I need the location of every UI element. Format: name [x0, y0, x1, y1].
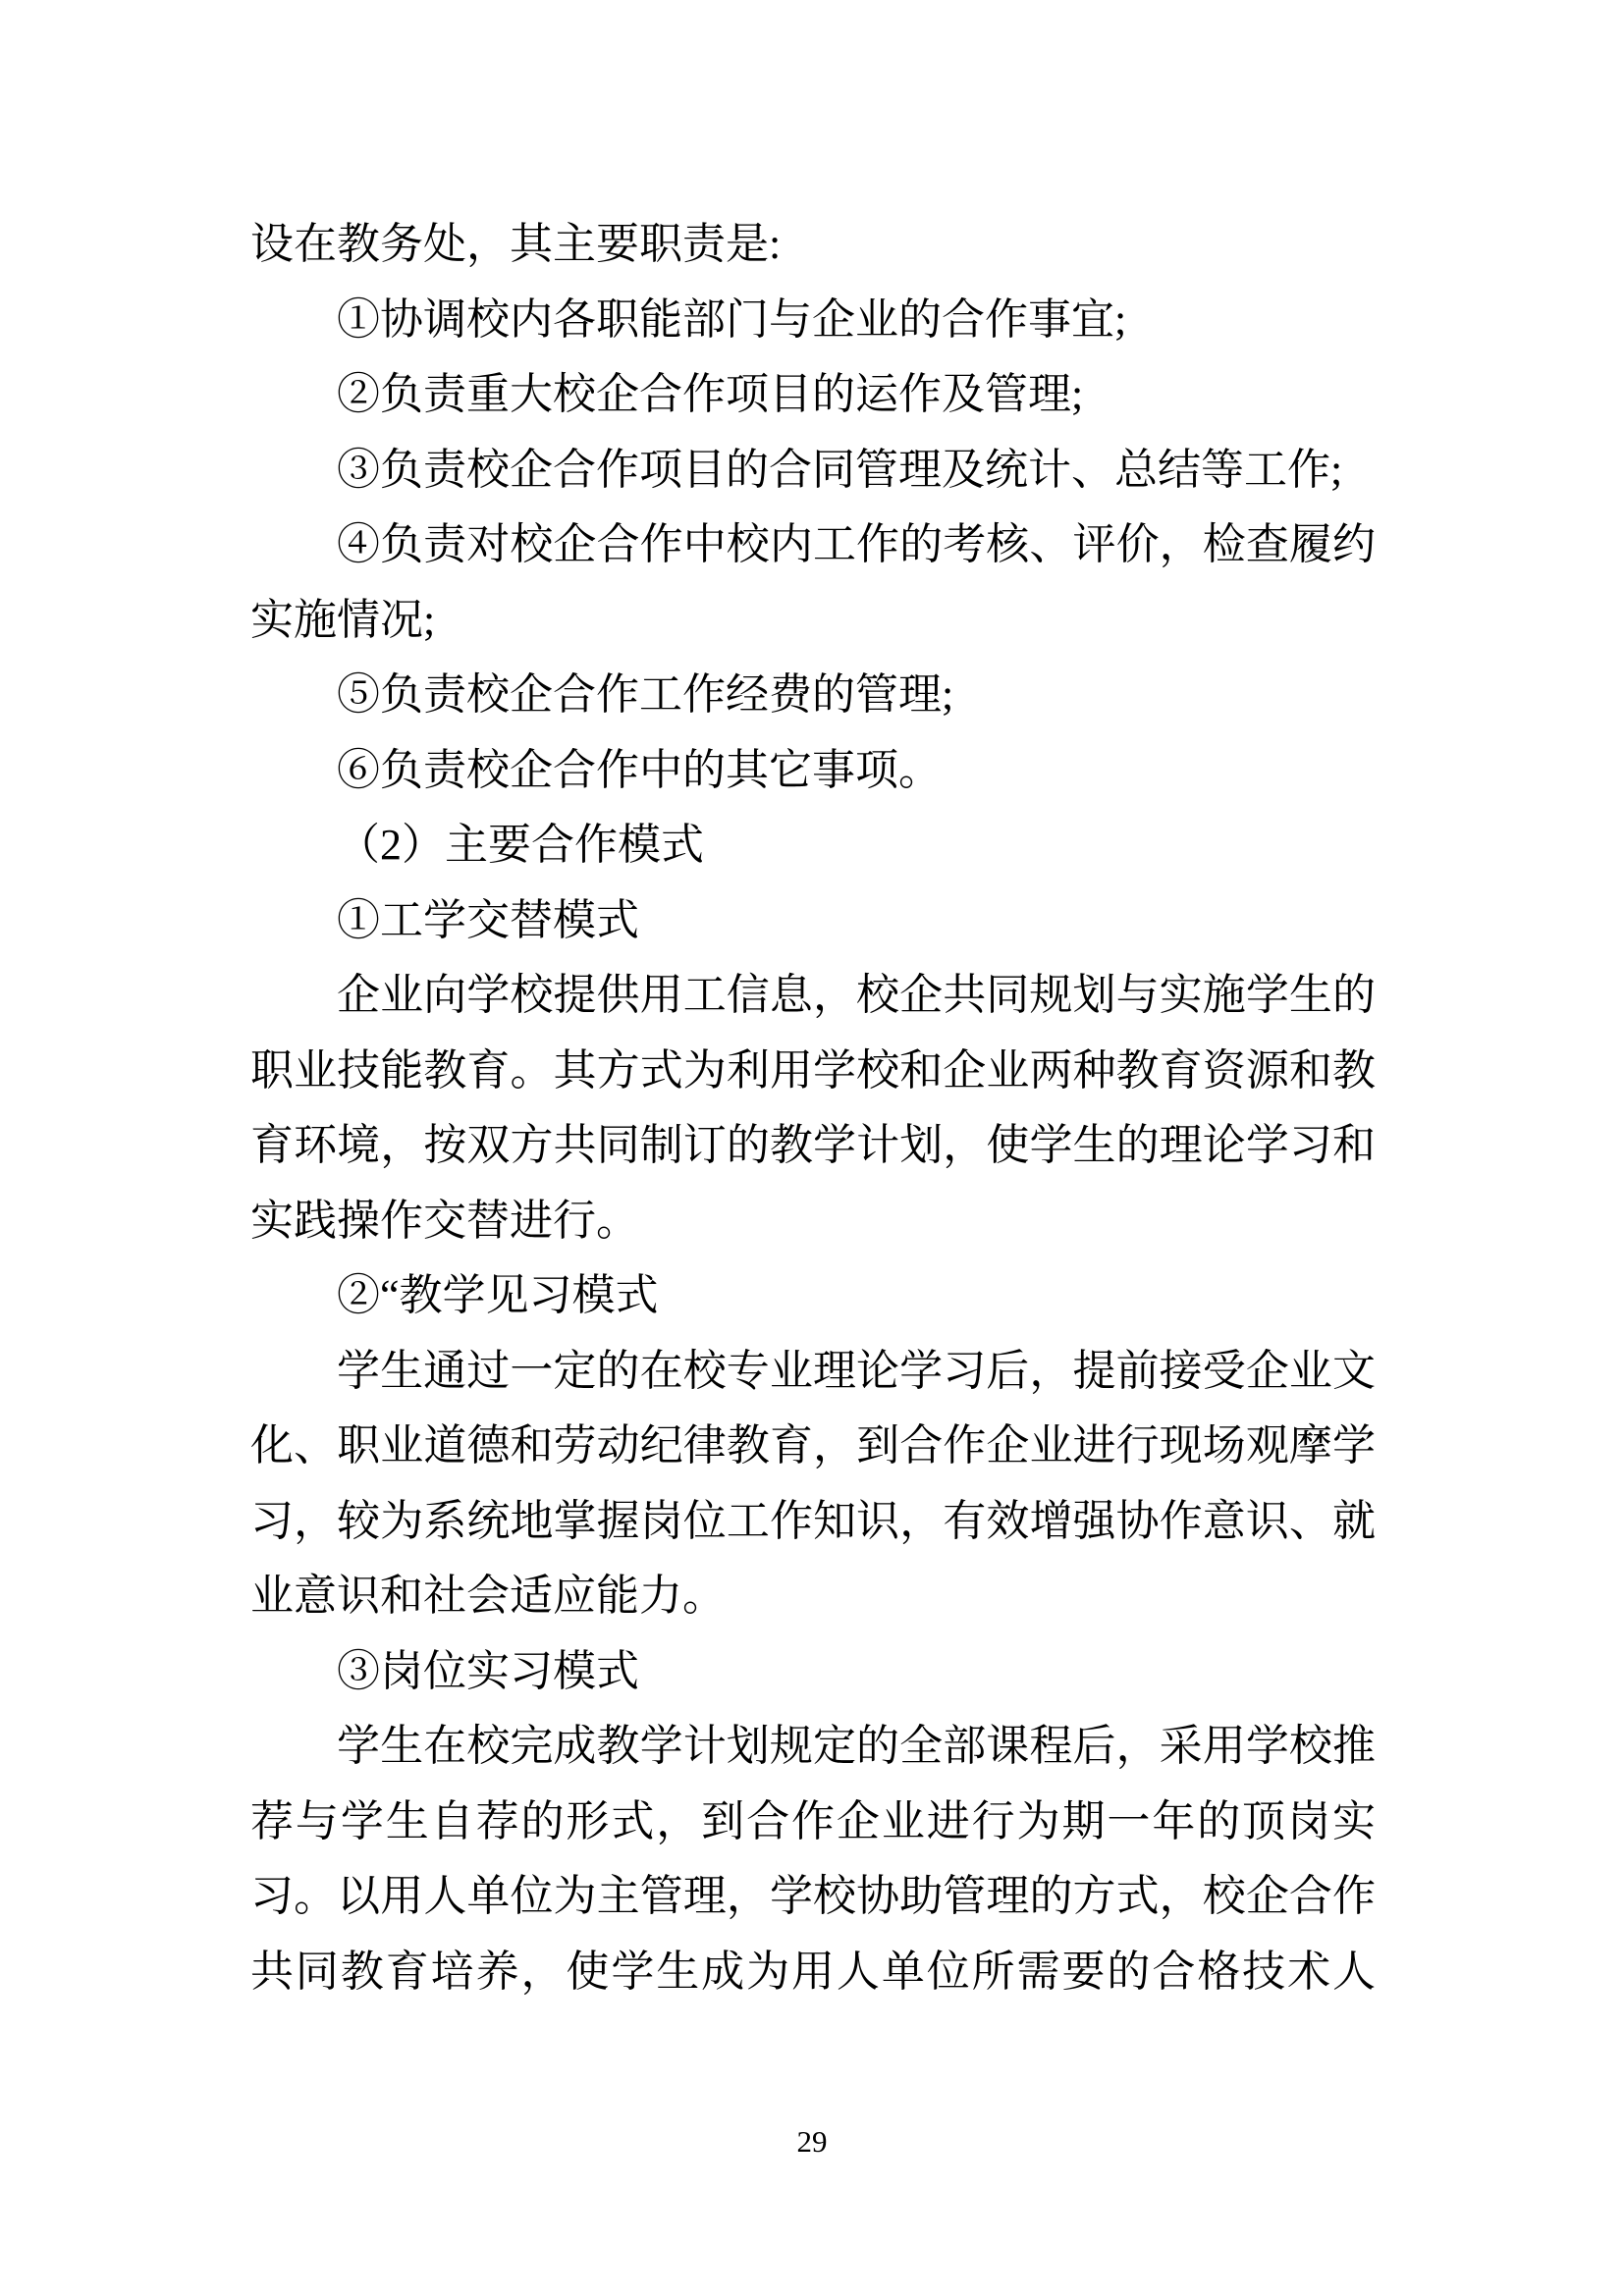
text-line: ②负责重大校企合作项目的运作及管理; [337, 370, 1084, 418]
text-line: 实践操作交替进行。 [250, 1196, 639, 1245]
text-line: 育环境，按双方共同制订的教学计划，使学生的理论学习和 [250, 1121, 1377, 1169]
text-line: 学生通过一定的在校专业理论学习后，提前接受企业文 [337, 1346, 1377, 1395]
text-line: 共同教育培养，使学生成为用人单位所需要的合格技术人 [250, 1947, 1378, 1996]
text-line: 设在教务处，其主要职责是: [250, 220, 782, 268]
text-line: ⑥负责校企合作中的其它事项。 [337, 745, 942, 794]
text-line: 实施情况; [250, 595, 436, 644]
text-line: ④负责对校企合作中校内工作的考核、评价，检查履约 [337, 520, 1377, 568]
text-line: ①协调校内各职能部门与企业的合作事宜; [337, 294, 1127, 344]
text-line: 企业向学校提供用工信息，校企共同规划与实施学生的 [337, 971, 1377, 1019]
text-block [250, 207, 1376, 2009]
text-line: 习，较为系统地掌握岗位工作知识，有效增强协作意识、就 [250, 1496, 1377, 1545]
text-line: 学生在校完成教学计划规定的全部课程后，采用学校推 [337, 1722, 1377, 1770]
text-line: ①工学交替模式 [337, 895, 639, 944]
text-line: ②“教学见习模式 [337, 1271, 659, 1319]
text-line: ③岗位实习模式 [337, 1646, 639, 1695]
text-line: ⑤负责校企合作工作经费的管理; [337, 670, 954, 719]
text-line: （2）主要合作模式 [337, 821, 704, 869]
text-line: 化、职业道德和劳动纪律教育，到合作企业进行现场观摩学 [250, 1421, 1377, 1469]
text-line: 习。以用人单位为主管理，学校协助管理的方式，校企合作 [250, 1872, 1377, 1920]
text-line: 职业技能教育。其方式为利用学校和企业两种教育资源和教 [250, 1045, 1377, 1095]
text-line: ③负责校企合作项目的合同管理及统计、总结等工作; [337, 445, 1343, 494]
page-number: 29 [796, 2124, 828, 2159]
text-line: 荐与学生自荐的形式，到合作企业进行为期一年的顶岗实 [250, 1796, 1378, 1845]
text-line: 业意识和社会适应能力。 [250, 1572, 726, 1620]
